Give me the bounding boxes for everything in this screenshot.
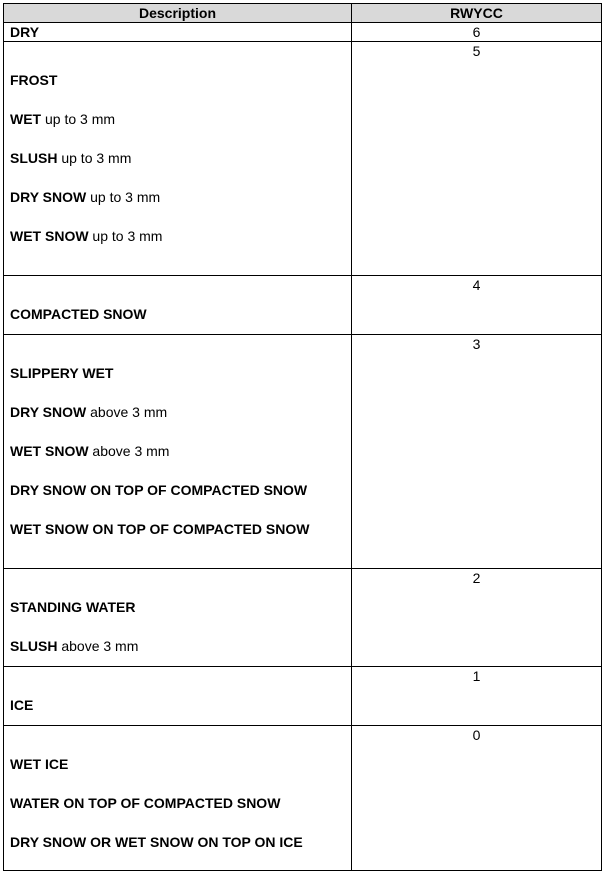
condition-name: WET SNOW [10, 443, 89, 459]
table-row [4, 42, 602, 276]
table-row [4, 276, 602, 335]
header-rwycc: RWYCC [352, 4, 602, 23]
condition-line [10, 471, 351, 510]
condition-line [10, 354, 351, 393]
condition-name: STANDING WATER [10, 599, 136, 615]
condition-name: WET SNOW ON TOP OF COMPACTED SNOW [10, 521, 310, 537]
table-row [4, 667, 602, 726]
description-cell [4, 335, 352, 569]
condition-detail: up to 3 mm [88, 228, 163, 244]
condition-line [10, 510, 351, 549]
rwycc-table-container [3, 3, 602, 871]
condition-line [10, 139, 351, 178]
condition-name: COMPACTED SNOW [10, 306, 147, 322]
condition-name: DRY [10, 24, 40, 40]
rwycc-table [3, 3, 602, 871]
description-cell [4, 569, 352, 667]
condition-line [10, 588, 351, 627]
rwycc-cell: 6 [352, 23, 602, 42]
description-cell [4, 23, 352, 42]
table-row [4, 569, 602, 667]
condition-name: SLIPPERY WET [10, 365, 114, 381]
condition-name: SLUSH [10, 638, 58, 654]
condition-line [10, 745, 351, 784]
rwycc-cell: 4 [352, 276, 602, 335]
rwycc-cell: 2 [352, 569, 602, 667]
description-cell [4, 726, 352, 871]
condition-line [10, 217, 351, 256]
condition-line [10, 627, 351, 666]
condition-line [10, 178, 351, 217]
rwycc-cell: 5 [352, 42, 602, 276]
description-cell [4, 276, 352, 335]
condition-name: DRY SNOW OR WET SNOW ON TOP ON ICE [10, 834, 303, 850]
condition-name: ICE [10, 697, 34, 713]
condition-line [10, 393, 351, 432]
rwycc-cell: 3 [352, 335, 602, 569]
description-cell [4, 42, 352, 276]
condition-detail: up to 3 mm [86, 189, 161, 205]
rwycc-cell: 1 [352, 667, 602, 726]
condition-line [10, 432, 351, 471]
condition-line [10, 23, 351, 41]
condition-line [10, 686, 351, 725]
condition-detail: above 3 mm [86, 404, 168, 420]
condition-line [10, 61, 351, 100]
condition-detail: above 3 mm [57, 638, 139, 654]
condition-name: WET SNOW [10, 228, 89, 244]
condition-name: WET [10, 111, 42, 127]
table-row [4, 335, 602, 569]
condition-name: FROST [10, 72, 58, 88]
rwycc-cell: 0 [352, 726, 602, 871]
condition-name: WET ICE [10, 756, 69, 772]
condition-name: WATER ON TOP OF COMPACTED SNOW [10, 795, 281, 811]
description-cell [4, 667, 352, 726]
condition-name: DRY SNOW [10, 404, 87, 420]
condition-line [10, 100, 351, 139]
condition-name: DRY SNOW ON TOP OF COMPACTED SNOW [10, 482, 308, 498]
condition-detail: up to 3 mm [41, 111, 116, 127]
condition-line [10, 295, 351, 334]
table-row [4, 23, 602, 42]
table-row [4, 726, 602, 871]
header-row [4, 4, 602, 23]
condition-name: DRY SNOW [10, 189, 87, 205]
condition-name: SLUSH [10, 150, 58, 166]
condition-detail: up to 3 mm [57, 150, 132, 166]
header-description: Description [4, 4, 352, 23]
condition-detail: above 3 mm [88, 443, 170, 459]
condition-line [10, 784, 351, 823]
